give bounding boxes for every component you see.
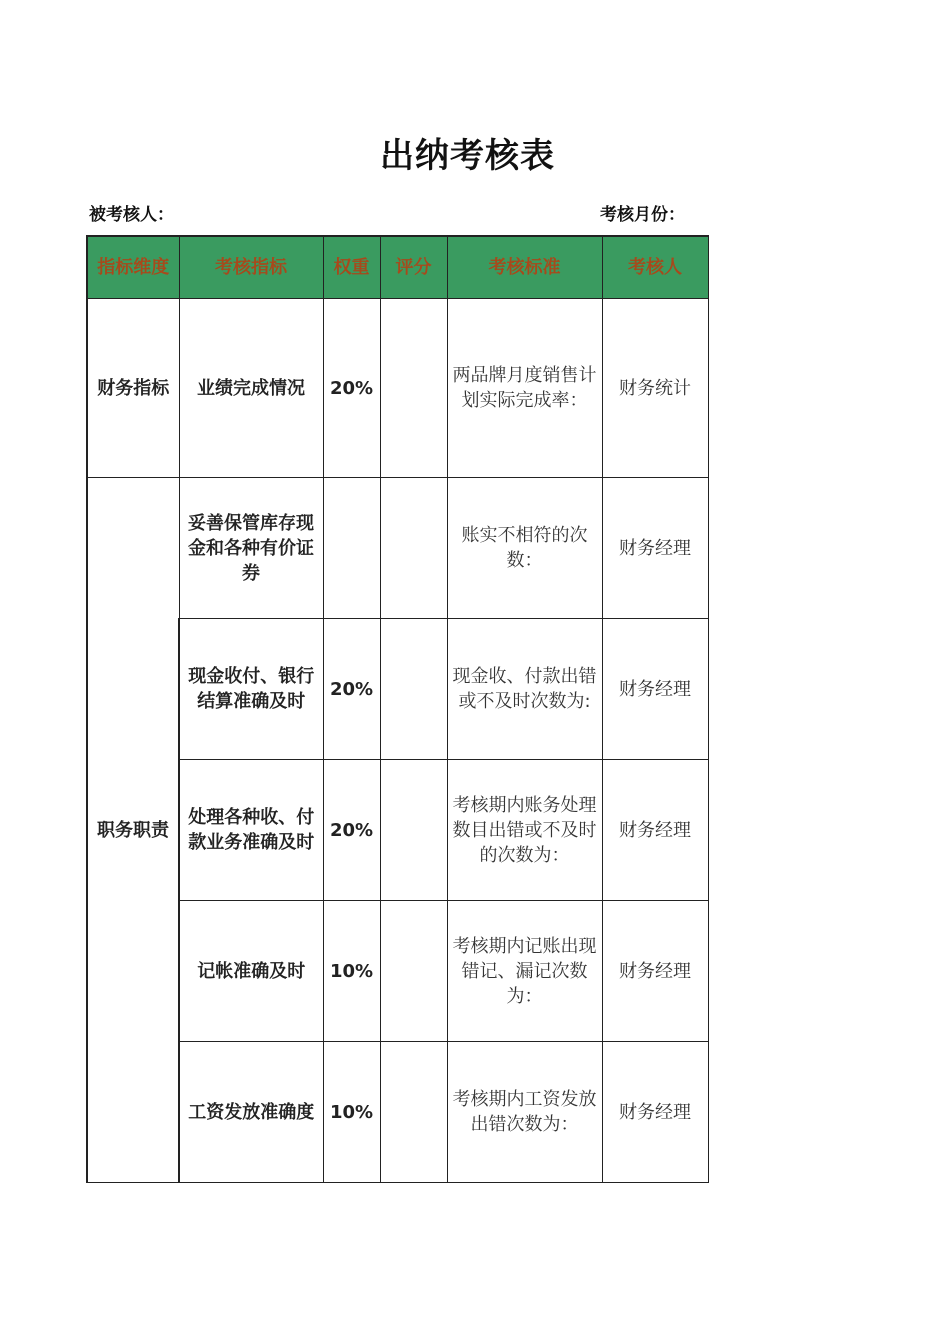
score-cell[interactable]: [380, 299, 447, 478]
weight-cell: [323, 478, 380, 619]
standard-cell: 现金收、付款出错或不及时次数为:: [447, 619, 602, 760]
indicator-cell: 现金收付、银行结算准确及时: [179, 619, 323, 760]
table-row: [87, 299, 708, 478]
weight-cell: 10%: [323, 1042, 380, 1183]
indicator-cell: 业绩完成情况: [179, 299, 323, 478]
standard-cell: 考核期内工资发放出错次数为：: [447, 1042, 602, 1183]
standard-cell: 考核期内记账出现错记、漏记次数为：: [447, 901, 602, 1042]
table-row: [87, 760, 708, 901]
weight-cell: 20%: [323, 619, 380, 760]
column-header-dimension: 指标维度: [87, 236, 179, 299]
score-cell[interactable]: [380, 901, 447, 1042]
standard-cell: 考核期内账务处理数目出错或不及时的次数为：: [447, 760, 602, 901]
assessor-cell: 财务经理: [602, 760, 708, 901]
weight-cell: 20%: [323, 760, 380, 901]
month-label: 考核月份：: [600, 205, 685, 225]
assessor-cell: 财务统计: [602, 299, 708, 478]
indicator-cell: 记帐准确及时: [179, 901, 323, 1042]
table-row: [87, 1042, 708, 1183]
assessor-cell: 财务经理: [602, 1042, 708, 1183]
weight-cell: 20%: [323, 299, 380, 478]
indicator-cell: 妥善保管库存现金和各种有价证券: [179, 478, 323, 619]
column-header-standard: 考核标准: [447, 236, 602, 299]
column-header-score: 评分: [380, 236, 447, 299]
dimension-cell: 职务职责: [87, 478, 179, 1183]
weight-cell: 10%: [323, 901, 380, 1042]
column-header-assessor: 考核人: [602, 236, 708, 299]
indicator-cell: 处理各种收、付款业务准确及时: [179, 760, 323, 901]
table-row: [87, 619, 708, 760]
score-cell[interactable]: [380, 619, 447, 760]
assessor-cell: 财务经理: [602, 619, 708, 760]
table-row: [87, 901, 708, 1042]
score-cell[interactable]: [380, 478, 447, 619]
dimension-cell: 财务指标: [87, 299, 179, 478]
assessor-cell: 财务经理: [602, 478, 708, 619]
column-header-weight: 权重: [323, 236, 380, 299]
score-cell[interactable]: [380, 1042, 447, 1183]
column-header-indicator: 考核指标: [179, 236, 323, 299]
page-title: 出纳考核表: [380, 136, 555, 176]
header-row: [87, 236, 708, 299]
table-row: [87, 478, 708, 619]
assessor-cell: 财务经理: [602, 901, 708, 1042]
indicator-cell: 工资发放准确度: [179, 1042, 323, 1183]
score-cell[interactable]: [380, 760, 447, 901]
standard-cell: 账实不相符的次数：: [447, 478, 602, 619]
assessment-table: [86, 235, 709, 1183]
examinee-label: 被考核人：: [89, 205, 174, 225]
standard-cell: 两品牌月度销售计划实际完成率：: [447, 299, 602, 478]
